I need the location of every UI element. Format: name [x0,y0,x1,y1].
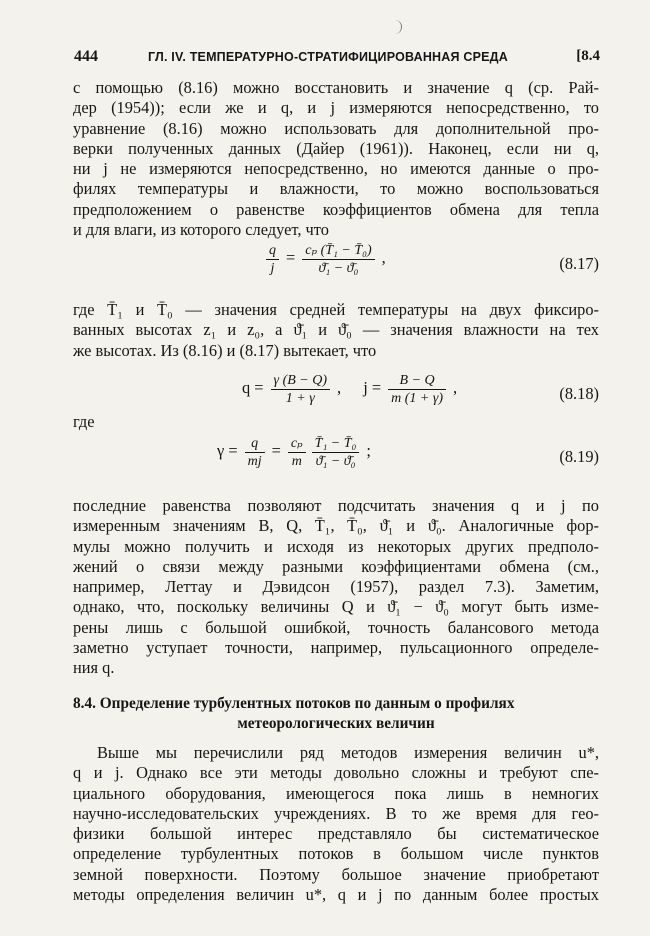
equals-sign: = [286,248,296,268]
lhs: q = [242,378,264,398]
fraction-rhs [302,242,374,277]
text-line: дер (1954)); если же и q, и j измеряются непосредственно, то [73,98,599,118]
scan-mark [395,20,402,34]
equation-number: (8.19) [559,447,599,466]
paragraph-3 [73,496,599,679]
fraction-j [388,372,446,407]
text-line: филях температуры и влажности, то можно воспользоваться [73,179,599,199]
equation-number: (8.18) [559,384,599,403]
text-line: ни j не измеряются непосредственно, но имеются данные о про- [73,159,599,179]
numerator: T̄₁ − T̄₀ [314,436,357,451]
punctuation: ; [366,441,371,461]
section-mark: [8.4 [576,48,600,64]
text-line: научно-исследовательских учреждениях. В то же время для гео- [73,803,599,823]
numerator: γ (B − Q) [273,373,327,388]
paragraph-1 [73,78,599,240]
text-line: циального оборудования, имеющегося пока лишь в немногих [73,783,599,803]
numerator: cₚ (T̄₁ − T̄₀) [305,243,372,258]
text-line: с помощью (8.16) можно восстановить и значение q (ср. Рай- [73,78,599,97]
text-line: Выше мы перечислили ряд методов измерения величин u*, [97,743,599,762]
equation-body [238,372,461,407]
text-line: ванных высотах z₁ и z₀, а ϑ̄₁ и ϑ̄₀ — значения влажности на тех [73,320,599,340]
text-line: жений о связи между разными коэффициентами обмена (см., [73,556,599,576]
text-line: где [73,412,95,431]
text-line: земной поверхности. Поэтому большое значение приобретают [73,864,599,884]
page-number: 444 [74,48,98,65]
denominator: mj [245,452,265,470]
denominator: m [288,452,306,470]
fraction-3 [312,435,360,470]
text-line: методы определения величин u*, q и j по данным более простых [73,885,599,905]
equation-8-17 [73,240,599,288]
section-heading [73,694,599,734]
numerator: q [269,243,276,258]
fraction-lhs [266,242,279,277]
text-line: и для влаги, из которого следует, что [73,220,329,240]
equals-sign: = [271,441,281,461]
denominator: 1 + γ [271,389,330,407]
numerator: q [251,436,259,451]
section-heading-line-2: метеорологических величин [237,715,435,732]
text-line: физики большой интерес представляло бы систематическое [73,824,599,844]
punctuation: , [337,378,342,398]
numerator: B − Q [399,373,435,388]
text-line: q и j. Однако все эти методы довольно сложны и требуют спе- [73,763,599,783]
paragraph-2 [73,300,599,361]
text-line: рены лишь с большой ошибкой, точность балансового метода [73,617,599,637]
text-line: мулы можно получить и исходя из некоторых других предполо- [73,536,599,556]
text-line: предположением о равенстве коэффициентов обмена для тепла [73,199,599,219]
denominator: j [266,259,279,277]
text-line: ния q. [73,658,115,678]
lhs: γ = [217,441,238,461]
numerator: cₚ [290,436,303,451]
text-line: где T̄₁ и T̄₀ — значения средней температуры на двух фиксиро- [73,300,599,319]
running-title: ГЛ. IV. ТЕМПЕРАТУРНО-СТРАТИФИЦИРОВАННАЯ СРЕДА [148,50,508,64]
running-header [74,48,598,70]
paragraph-4 [73,743,599,905]
punctuation: , [381,248,386,268]
text-line: последние равенства позволяют подсчитать значения q и j по [73,496,599,515]
equation-number: (8.17) [559,254,599,273]
equation-body [263,242,390,277]
where-label [73,412,133,432]
fraction-1 [245,435,265,470]
punctuation: , [453,378,458,398]
lhs: j = [363,378,382,398]
equation-body [213,435,375,470]
text-line: например, Леттау и Дэвидсон (1957), раздел 7.3). Заметим, [73,577,599,597]
denominator: ϑ̄₁ − ϑ̄₀ [312,452,360,470]
text-line: однако, что, поскольку величины Q и ϑ̄₁ − ϑ̄₀ могут быть изме- [73,597,599,617]
text-line: уравнение (8.16) можно использовать для дополнительной про- [73,118,599,138]
denominator: m (1 + γ) [388,389,446,407]
denominator: ϑ̄₁ − ϑ̄₀ [302,259,374,277]
equation-8-19 [73,433,599,481]
text-line: определение турбулентных потоков в большом числе пунктов [73,844,599,864]
text-line: же высотах. Из (8.16) и (8.17) вытекает, что [73,340,377,360]
equation-8-18 [73,370,599,418]
text-line: верки полученных данных (Дайер (1961)). Наконец, если ни q, [73,138,599,158]
fraction-2 [288,435,306,470]
section-heading-line-1: 8.4. Определение турбулентных потоков по данным о профилях [73,695,515,712]
text-line: заметно уступает точности, например, пульсационного определе- [73,638,599,658]
text-line: измеренным значениям B, Q, T̄₁, T̄₀, ϑ̄₁ и ϑ̄₀. Аналогичные фор- [73,516,599,536]
fraction-q [271,372,330,407]
